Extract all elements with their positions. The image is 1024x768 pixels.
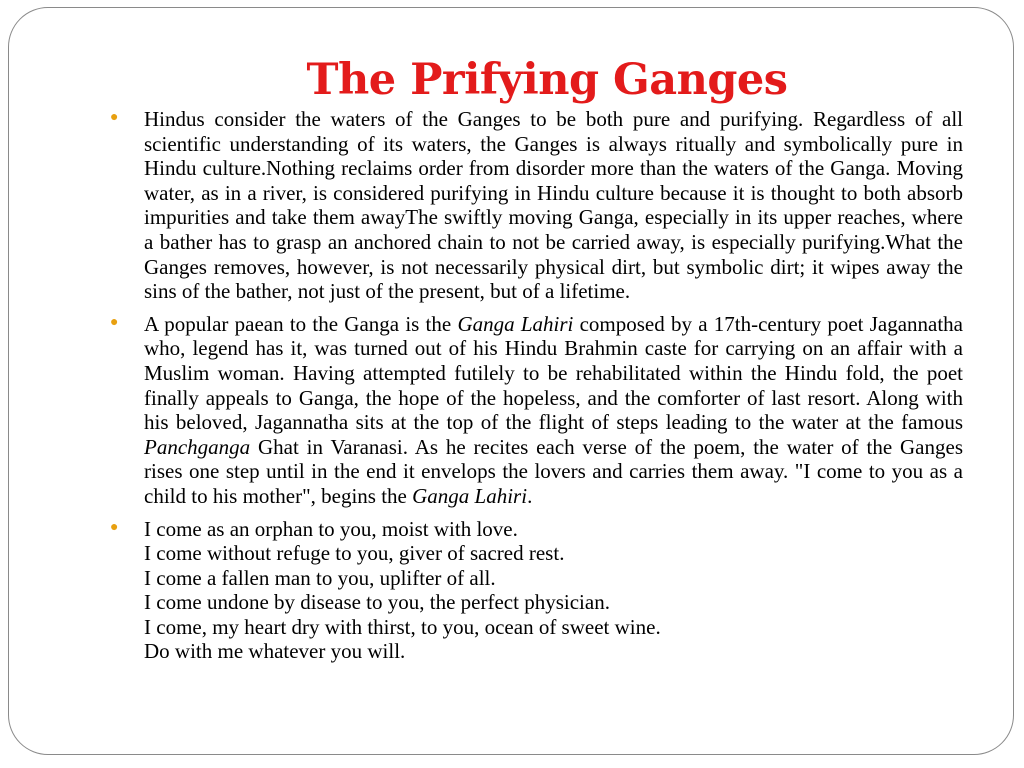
text-segment: composed by a 17th-century poet Jagannatha who, legend has it, was turned out of his Hindu Brahmin caste for carrying on an affair with a Muslim woman. Having attempted futilely to be rehabilitated within the Hindu fold, the poet finally appeals to Ganga, the hope of the hopeless, and the comforter of last resort. Along with his beloved, Jagannatha sits at the top of the flight of steps leading to the water at the famous	[144, 311, 963, 435]
poem-text	[144, 517, 963, 665]
poem-line: I come as an orphan to you, moist with love.	[144, 516, 518, 541]
text-segment: .	[527, 483, 533, 508]
bullet-dot-icon: ●	[110, 110, 119, 125]
bullet-item-ganga-lahiri	[110, 312, 963, 509]
bullet-dot-icon: ●	[110, 519, 119, 535]
bullet-item-purity	[110, 107, 963, 304]
italic-title: Ganga Lahiri	[412, 483, 528, 508]
poem-line: I come without refuge to you, giver of sacred rest.	[144, 541, 565, 566]
poem-line: I come, my heart dry with thirst, to you, ocean of sweet wine.	[144, 614, 661, 639]
poem-line: Do with me whatever you will.	[144, 639, 406, 664]
poem-line: I come a fallen man to you, uplifter of all.	[144, 565, 496, 590]
text-segment: Ghat in Varanasi. As he recites each verse of the poem, the water of the Ganges rises one step until in the end it envelops the lovers and carries them away. "I come to you as a child to his mother", begins the	[144, 434, 963, 508]
bullet-dot-icon: ●	[110, 314, 119, 330]
italic-title: Ganga Lahiri	[457, 311, 574, 336]
poem-line: I come undone by disease to you, the perfect physician.	[144, 590, 610, 615]
bullet-item-poem	[110, 517, 963, 665]
bullet-text	[144, 312, 963, 509]
slide-title: The Prifying Ganges	[306, 55, 788, 105]
bullet-text: Hindus consider the waters of the Ganges to be both pure and purifying. Regardless of all scientific understanding of its waters, the Ganges is always ritually and symbolically pure in Hindu culture.Nothing reclaims order from disorder more than the waters of the Ganga. Moving water, as in a river, is considered purifying in Hindu culture because it is thought to both absorb impurities and take them awayThe swiftly moving Ganga, especially in its upper reaches, where a bather has to grasp an anchored chain to not be carried away, is especially purifying.What the Ganges removes, however, is not necessarily physical dirt, but symbolic dirt; it wipes away the sins of the bather, not just of the present, but of a lifetime.	[144, 107, 963, 304]
italic-place: Panchganga	[144, 434, 251, 459]
slide-content	[110, 107, 963, 672]
text-segment: A popular paean to the Ganga is the	[144, 311, 458, 336]
